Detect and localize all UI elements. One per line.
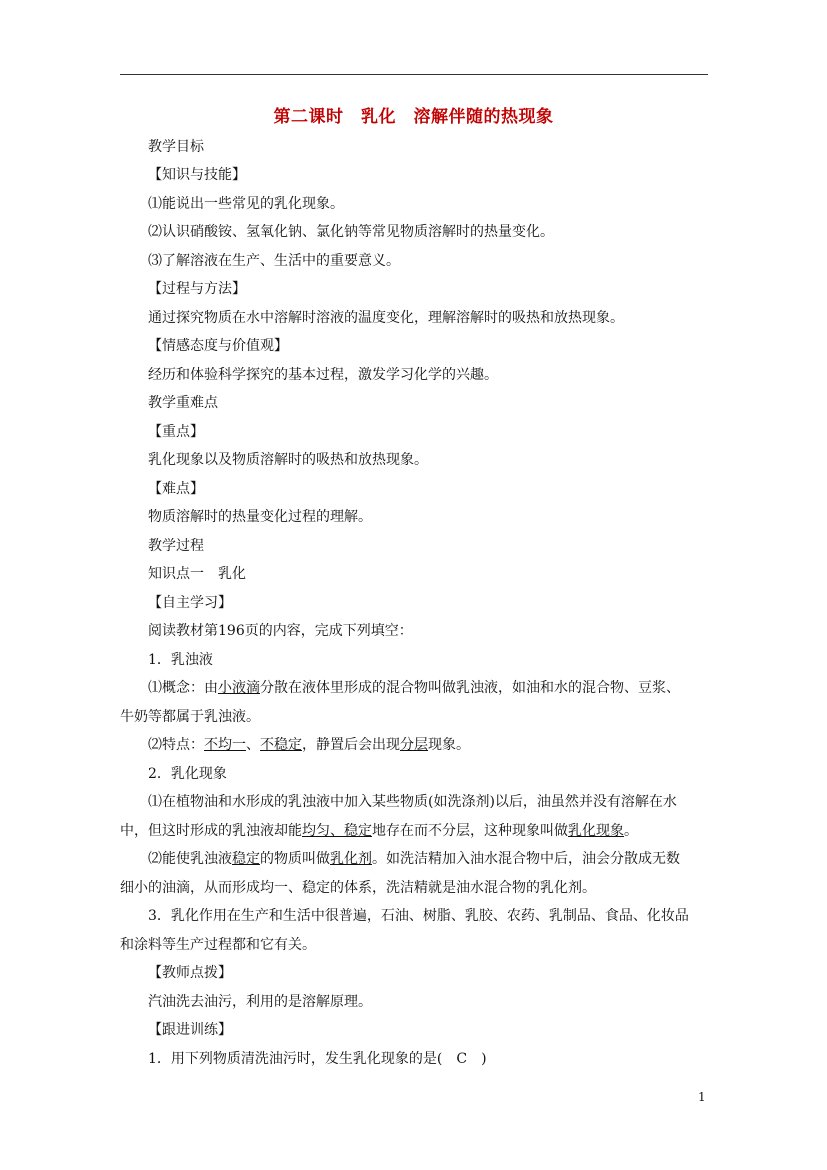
subheading-process-method: 【过程与方法】 <box>148 281 246 297</box>
answer-blank: 乳化剂 <box>330 851 372 867</box>
paragraph: 3．乳化作用在生产和生活中很普遍，石油、树脂、乳胶、农药、乳制品、食品、化妆品 <box>148 908 689 924</box>
section-heading-key-points: 教学重难点 <box>148 395 218 411</box>
answer-blank: 不稳定 <box>260 737 302 753</box>
text: 中，但这时形成的乳浊液却能 <box>120 823 302 839</box>
answer-blank: 均匀、稳定 <box>302 823 372 839</box>
answer-blank: 不均一 <box>204 737 246 753</box>
paragraph: 乳化现象以及物质溶解时的吸热和放热现象。 <box>148 452 428 468</box>
answer-blank: 乳化现象 <box>568 823 624 839</box>
subheading-follow-up-training: 【跟进训练】 <box>148 1022 232 1038</box>
paragraph: 汽油洗去油污，利用的是溶解原理。 <box>148 994 372 1010</box>
text: 地存在而不分层，这种现象叫做 <box>372 823 568 839</box>
paragraph: 阅读教材第196页的内容，完成下列填空： <box>148 623 413 639</box>
text: ⑴概念：由 <box>148 680 218 696</box>
list-item: 2．乳化现象 <box>148 766 227 782</box>
text: 。如洗洁精加入油水混合物中后，油会分散成无数 <box>372 851 680 867</box>
section-heading-process: 教学过程 <box>148 538 204 554</box>
paragraph: 和涂料等生产过程都和它有关。 <box>120 937 316 953</box>
subheading-teacher-tips: 【教师点拨】 <box>148 965 232 981</box>
subheading-attitude-values: 【情感态度与价值观】 <box>148 338 288 354</box>
subheading-key: 【重点】 <box>148 424 204 440</box>
text: ，静置后会出现 <box>302 737 400 753</box>
question: 1．用下列物质清洗油污时，发生乳化现象的是( C ) <box>148 1051 487 1067</box>
answer-blank: 稳定 <box>232 851 260 867</box>
paragraph: ⑵认识硝酸铵、氢氧化钠、氯化钠等常见物质溶解时的热量变化。 <box>148 224 554 240</box>
text: 现象。 <box>428 737 470 753</box>
subheading-knowledge-skills: 【知识与技能】 <box>148 167 246 183</box>
text: 的物质叫做 <box>260 851 330 867</box>
page-title: 第二课时 乳化 溶解伴随的热现象 <box>273 107 554 127</box>
paragraph <box>148 849 718 869</box>
text: ⑵能使乳浊液 <box>148 851 232 867</box>
paragraph: ⑴能说出一些常见的乳化现象。 <box>148 196 344 212</box>
paragraph: 经历和体验科学探究的基本过程，激发学习化学的兴趣。 <box>148 367 498 383</box>
paragraph: ⑶了解溶液在生产、生活中的重要意义。 <box>148 253 400 269</box>
text: 。 <box>624 823 638 839</box>
knowledge-point-heading: 知识点一 乳化 <box>148 566 246 582</box>
list-item: 1．乳浊液 <box>148 652 213 668</box>
text: ⑵特点： <box>148 737 204 753</box>
paragraph <box>148 678 718 698</box>
subheading-self-study: 【自主学习】 <box>148 595 232 611</box>
answer-blank: 小液滴 <box>218 680 260 696</box>
paragraph: 通过探究物质在水中溶解时溶液的温度变化，理解溶解时的吸热和放热现象。 <box>148 310 624 326</box>
header-rule <box>120 74 708 75</box>
paragraph <box>120 821 720 841</box>
answer-blank: 分层 <box>400 737 428 753</box>
subheading-difficult: 【难点】 <box>148 481 204 497</box>
paragraph: 物质溶解时的热量变化过程的理解。 <box>148 509 372 525</box>
paragraph <box>148 735 718 755</box>
text: 分散在液体里形成的混合物叫做乳浊液，如油和水的混合物、豆浆、 <box>260 680 680 696</box>
page-number: 1 <box>698 1090 706 1104</box>
text: 、 <box>246 737 260 753</box>
paragraph: ⑴在植物油和水形成的乳浊液中加入某些物质(如洗涤剂)以后，油虽然并没有溶解在水 <box>148 794 677 810</box>
paragraph: 细小的油滴，从而形成均一、稳定的体系，洗洁精就是油水混合物的乳化剂。 <box>120 880 596 896</box>
paragraph: 牛奶等都属于乳浊液。 <box>120 709 260 725</box>
section-heading-objectives: 教学目标 <box>148 139 204 155</box>
